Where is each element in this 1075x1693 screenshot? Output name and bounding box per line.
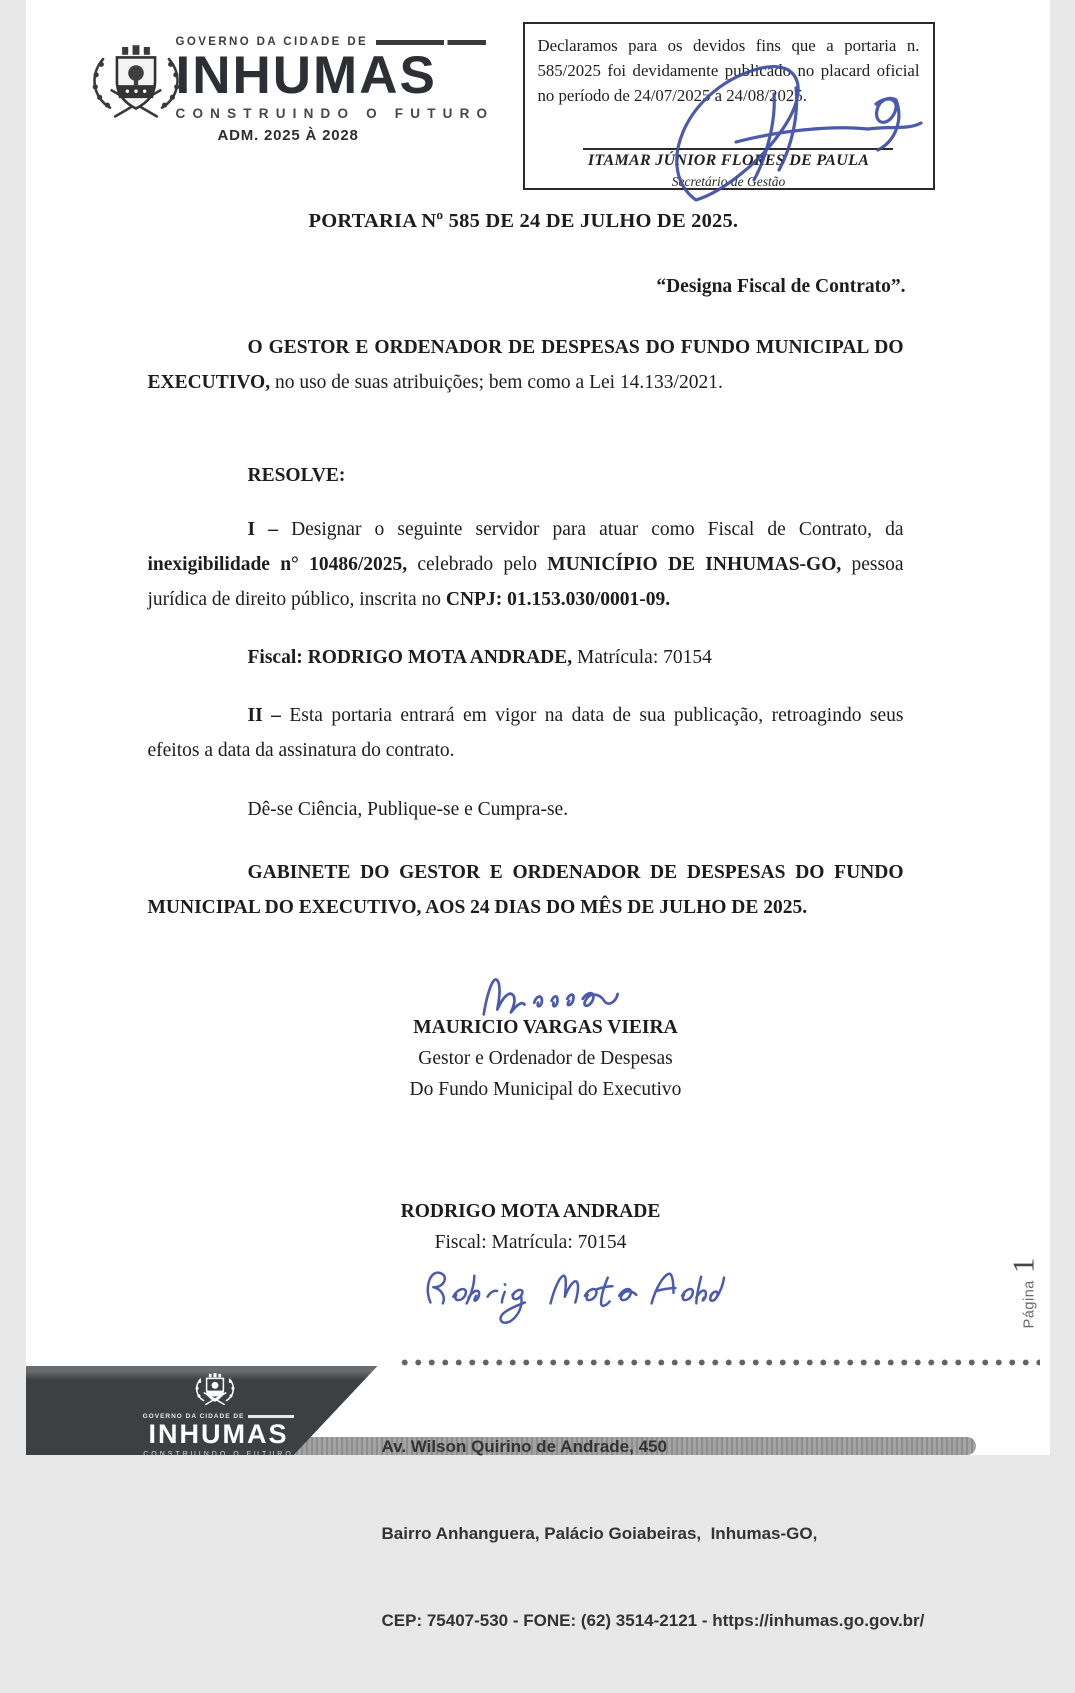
brand-slogan: CONSTRUINDO O FUTURO [176, 106, 486, 121]
item-2-number: II – [248, 705, 290, 726]
gestor-role-line2: Do Fundo Municipal do Executivo [296, 1074, 796, 1105]
resolve-heading: RESOLVE: [248, 458, 346, 493]
header-brand [176, 36, 486, 144]
footer-dotted-divider [398, 1358, 1040, 1367]
opening-paragraph [148, 330, 904, 400]
gestor-name: MAURICIO VARGAS VIEIRA [296, 1012, 796, 1043]
fiscal-name-bold: Fiscal: RODRIGO MOTA ANDRADE, [248, 647, 573, 668]
closing-formula: Dê-se Ciência, Publique-se e Cumpra-se. [248, 792, 569, 827]
footer-address [382, 1374, 925, 1693]
page-number [964, 1238, 1075, 1348]
fiscal-role: Fiscal: Matrícula: 70154 [281, 1227, 781, 1258]
item-1-number: I – [248, 519, 292, 540]
page-number-rotated [1006, 1258, 1042, 1329]
fiscal-signature-block [281, 1196, 781, 1258]
page-number-value: 1 [1006, 1258, 1042, 1274]
opening-bold-segment: O GESTOR E ORDENADOR DE DESPESAS DO FUNDO MUNICIPAL DO EXECUTIVO, [148, 337, 904, 393]
item-1-paragraph [148, 512, 904, 617]
fiscal-handwritten-signature [419, 1252, 724, 1330]
government-label: GOVERNO DA CIDADE DE [176, 36, 369, 48]
page-number-label: Página [1022, 1280, 1038, 1328]
footer-address-line3: CEP: 75407-530 - FONE: (62) 3514-2121 - https://inhumas.go.gov.br/ [382, 1606, 925, 1635]
item-2-text: Esta portaria entrará em vigor na data de sua publicação, retroagindo seus efeitos a data da assinatura do contrato. [148, 705, 904, 761]
brand-rule-bar [376, 40, 485, 45]
item-1-text-3: pessoa jurídica de direito público, inscrita no [148, 554, 904, 610]
stamp-signatory-role: Secretário de Gestão [525, 174, 933, 190]
footer-brand-rule-bar [248, 1415, 294, 1418]
footer-brand [129, 1368, 309, 1458]
document-subtitle: “Designa Fiscal de Contrato”. [148, 276, 906, 298]
stamp-declaration-text: Declaramos para os devidos fins que a portaria n. 585/2025 foi devidamente publicado no placard oficial no período de 24/07/2025 a 24/08/2025. [538, 33, 920, 109]
footer-address-line1: Av. Wilson Quirino de Andrade, 450 [382, 1432, 925, 1461]
gestor-role-line1: Gestor e Ordenador de Despesas [296, 1043, 796, 1074]
footer-address-line2: Bairro Anhanguera, Palácio Goiabeiras, Inhumas-GO, [382, 1519, 925, 1548]
footer-city-name-logo: INHUMAS [129, 1421, 309, 1448]
footer-government-label: GOVERNO DA CIDADE DE [143, 1413, 245, 1420]
item-1-bold-3: CNPJ: 01.153.030/0001-09. [446, 589, 670, 610]
fiscal-designation-line [248, 640, 712, 675]
administration-period: ADM. 2025 À 2028 [218, 127, 486, 144]
city-coat-of-arms-icon [84, 33, 188, 139]
footer-brand-slogan: CONSTRUINDO O FUTURO [129, 1451, 309, 1458]
city-name-logo: INHUMAS [176, 49, 486, 103]
opening-regular-segment: no uso de suas atribuições; bem como a Lei 14.133/2021. [270, 372, 723, 393]
item-1-bold-1: inexigibilidade n° 10486/2025, [148, 554, 408, 575]
fiscal-name: RODRIGO MOTA ANDRADE [281, 1196, 781, 1227]
item-1-text-2: celebrado pelo [407, 554, 547, 575]
item-2-paragraph [148, 698, 904, 768]
document-title: PORTARIA Nº 585 DE 24 DE JULHO DE 2025. [309, 210, 739, 233]
gestor-signature-block [296, 1012, 796, 1105]
fiscal-matricula: Matrícula: 70154 [572, 647, 712, 668]
stamp-signatory-name: ITAMAR JÚNIOR FLORES DE PAULA [525, 152, 933, 170]
secretary-handwritten-signature [626, 52, 936, 202]
item-1-text-1: Designar o seguinte servidor para atuar como Fiscal de Contrato, da [291, 519, 903, 540]
item-1-bold-2: MUNICÍPIO DE INHUMAS-GO, [547, 554, 841, 575]
gabinete-paragraph: GABINETE DO GESTOR E ORDENADOR DE DESPESAS DO FUNDO MUNICIPAL DO EXECUTIVO, AOS 24 DIAS DO MÊS DE JULHO DE 2025. [148, 855, 904, 925]
scanned-document-page [26, 0, 1050, 1455]
